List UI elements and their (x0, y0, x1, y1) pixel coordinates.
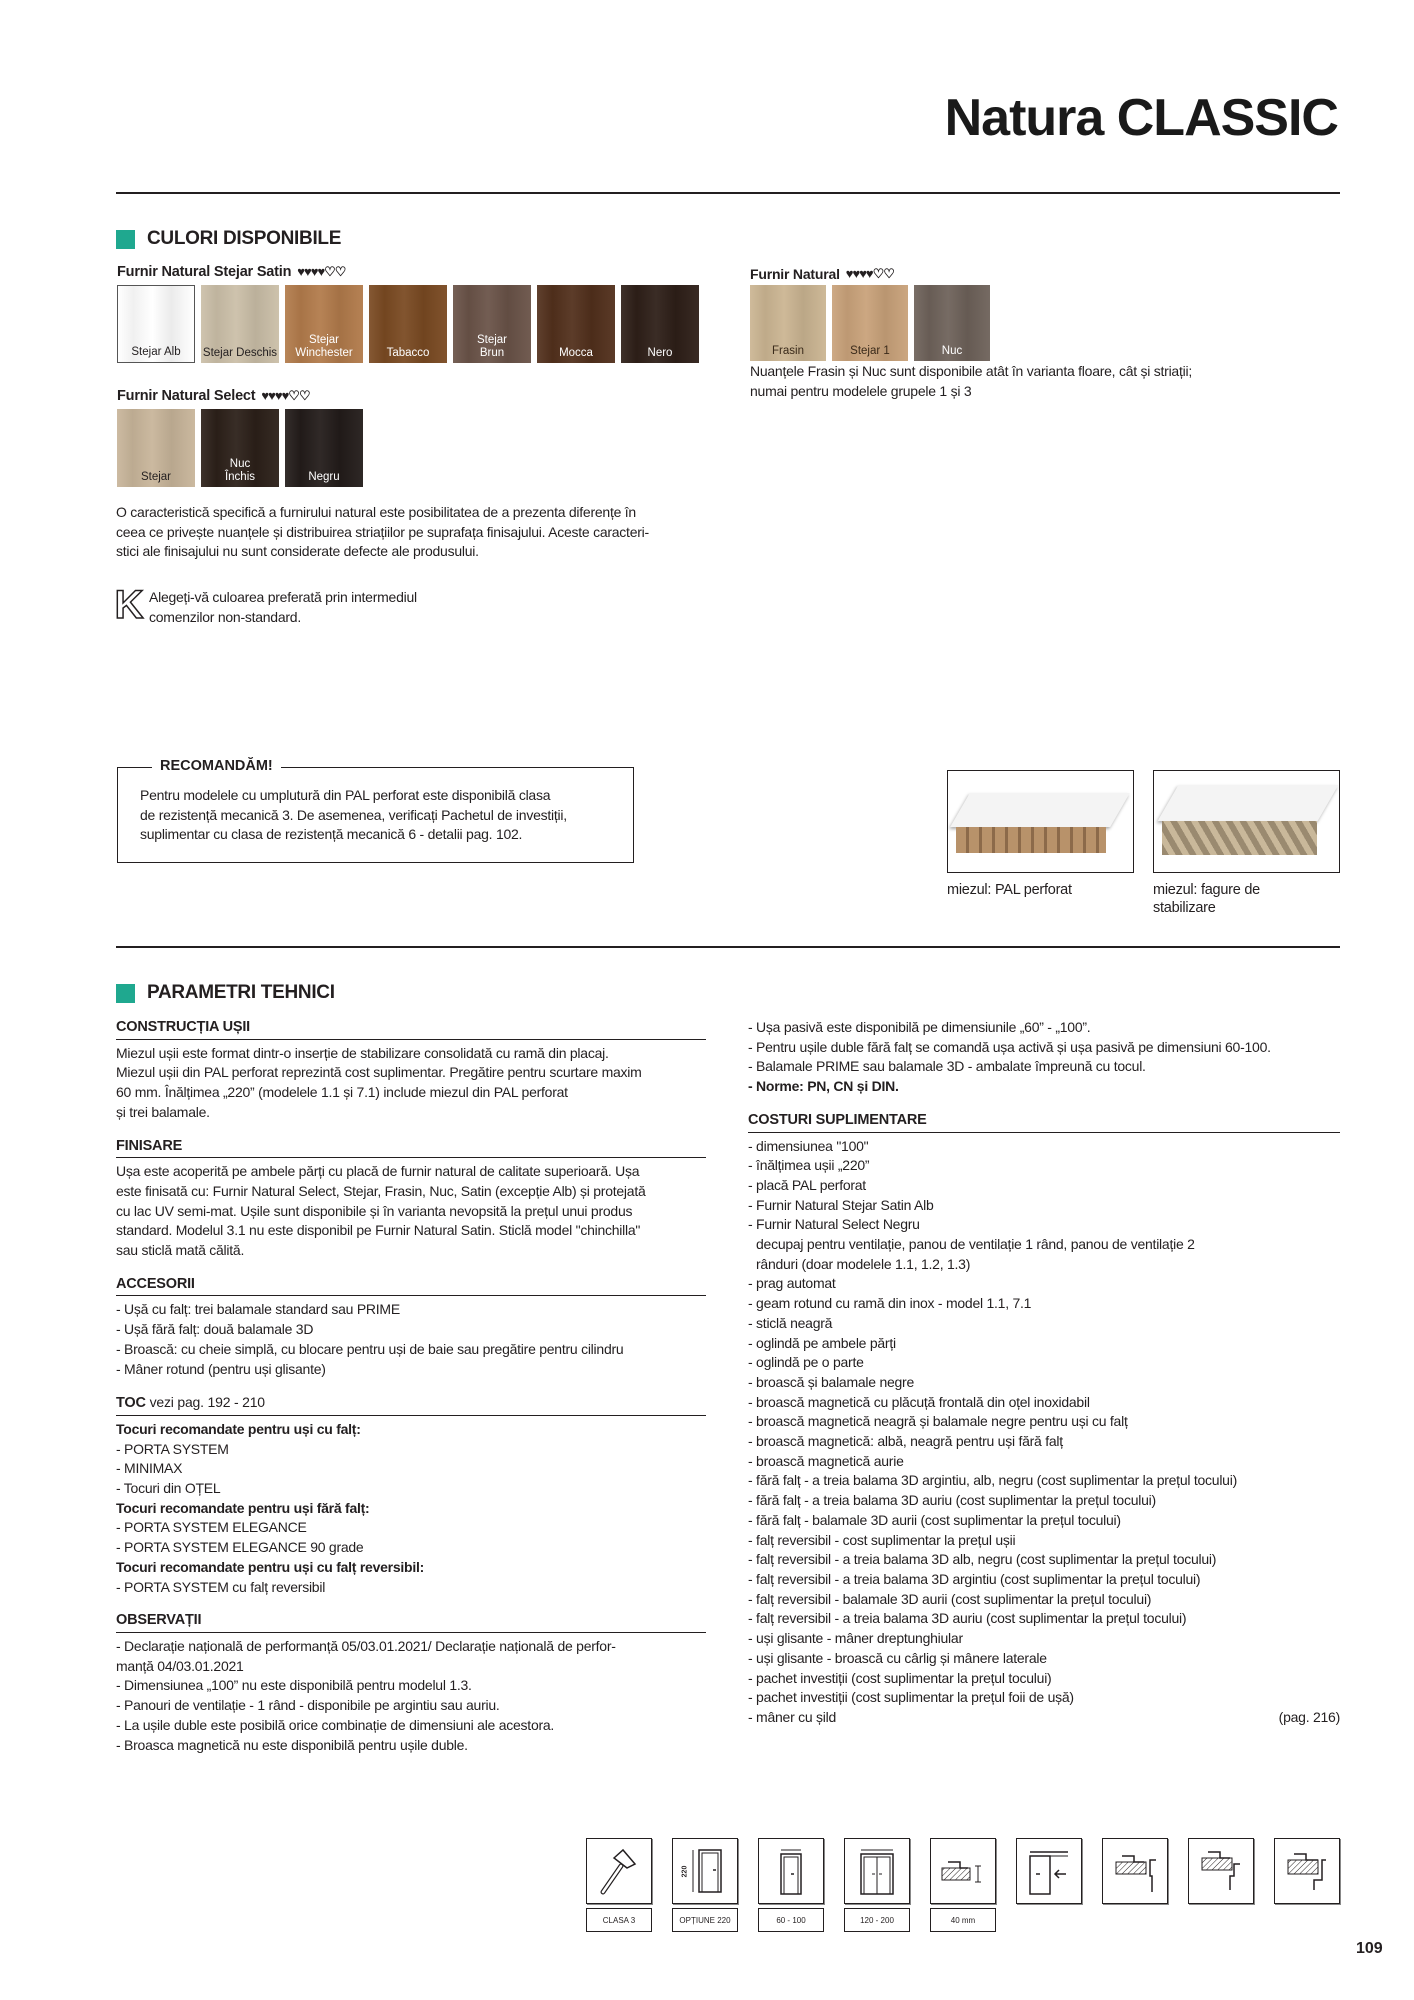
toc-item: - Tocuri din OȚEL (116, 1480, 221, 1497)
text-line: și trei balamale. (116, 1103, 210, 1120)
color-swatch[interactable] (285, 409, 363, 487)
recommend-line: suplimentar cu clasa de rezistență mecanică 6 - detalii pag. 102. (140, 826, 523, 843)
cost-item: - uși glisante - mâner dreptunghiular (748, 1630, 963, 1647)
swatch-label (942, 345, 962, 358)
cost-item: - broască magnetică cu plăcuță frontală din oțel inoxidabil (748, 1393, 1090, 1410)
cost-item: - oglindă pe ambele părți (748, 1334, 896, 1351)
single-door-icon (758, 1838, 824, 1904)
observations-list (116, 1637, 706, 1755)
text-line: - Ușa pasivă este disponibilă pe dimensiunile „60” - „100”. (748, 1019, 1091, 1035)
recommend-line: de rezistență mecanică 3. De asemenea, verificați Pachetul de investiții, (140, 806, 567, 823)
feature-item (1188, 1838, 1254, 1932)
recommend-box (117, 758, 634, 863)
text-line: - Broască: cu cheie simplă, cu blocare pentru uși de baie sau pregătire pentru cilindru (116, 1340, 624, 1357)
swatch-label-line: Închis (224, 471, 256, 483)
swatch-label-line: Mocca (559, 347, 593, 359)
swatch-row (117, 409, 363, 487)
rating-diamonds-icon: ♥♥♥♥♡♡ (261, 388, 310, 403)
cost-item: - placă PAL perforat (748, 1176, 866, 1193)
rating-diamonds-icon: ♥♥♥♥♡♡ (845, 266, 894, 281)
divider (116, 946, 1340, 948)
swatch-label-line: Negru (308, 471, 340, 483)
params-right-column (748, 1018, 1340, 1728)
cost-item: - fără falț - a treia balama 3D argintiu, alb, negru (cost suplimentar la prețul tocului) (748, 1472, 1237, 1489)
cost-item: - uși glisante - broască cu cârlig și mânere laterale (748, 1649, 1047, 1666)
core-caption: miezul: fagure de (1153, 882, 1260, 898)
swatch-group-select (117, 388, 363, 487)
toc-group-title: Tocuri recomandate pentru uși cu falț reversibil: (116, 1558, 425, 1575)
feature-item (1102, 1838, 1168, 1932)
feature-label: CLASA 3 (586, 1908, 652, 1932)
toc-group-title: Tocuri recomandate pentru uși fără falț: (116, 1499, 370, 1516)
cost-item: - mâner cu șild (748, 1708, 837, 1725)
accessories-list (116, 1300, 706, 1379)
text-line: Miezul ușii este format dintr-o inserție de stabilizare consolidată cu ramă din placaj. (116, 1044, 609, 1061)
text-line: - Ușă cu falț: trei balamale standard sau PRIME (116, 1301, 400, 1318)
colors-heading (116, 228, 341, 250)
swatch-label-line: Stejar (476, 334, 508, 346)
toc-item: - PORTA SYSTEM (116, 1440, 229, 1457)
group-title: Furnir Natural (750, 266, 840, 282)
cost-item: - broască magnetică aurie (748, 1452, 904, 1469)
feature-label: OPȚIUNE 220 (672, 1908, 738, 1932)
params-left-column (116, 1018, 706, 1755)
text-line: - Balamale PRIME sau balamale 3D - ambalate împreună cu tocul. (748, 1058, 1146, 1075)
cost-item: - oglindă pe o parte (748, 1354, 864, 1371)
door-height-icon (672, 1838, 738, 1904)
construction-heading: CONSTRUCȚIA UȘII (116, 1018, 706, 1040)
core-caption: stabilizare (1153, 900, 1216, 916)
swatch-label (387, 347, 430, 360)
text-line: este finisată cu: Furnir Natural Select, Stejar, Frasin, Nuc, Satin (excepție Alb) și protejată (116, 1182, 646, 1199)
cost-item: - prag automat (748, 1275, 836, 1292)
params-heading (116, 982, 335, 1004)
last-cost-row (748, 1708, 1340, 1728)
core-honeycomb (1153, 770, 1340, 917)
swatch-label (131, 346, 180, 359)
recommend-label: RECOMANDĂM! (152, 758, 281, 774)
rebated-door-icon (1102, 1838, 1168, 1904)
toc-page-ref: vezi pag. 192 - 210 (149, 1394, 265, 1411)
color-swatch[interactable] (750, 285, 826, 361)
color-swatch[interactable] (914, 285, 990, 361)
cost-item: - geam rotund cu ramă din inox - model 1.1, 7.1 (748, 1295, 1032, 1312)
swatch-label-line: Nuc (941, 345, 963, 357)
text-line: Miezul ușii din PAL perforat reprezintă cost suplimentar. Pregătire pentru scurtare maxim (116, 1064, 642, 1081)
swatch-row (750, 285, 1192, 361)
cost-item: - falț reversibil - a treia balama 3D argintiu (cost suplimentar la prețul tocului) (748, 1570, 1201, 1587)
cost-item: - falț reversibil - a treia balama 3D alb, negru (cost suplimentar la prețul tocului) (748, 1551, 1217, 1568)
params-heading-text: PARAMETRI TEHNICI (147, 982, 335, 1003)
text-line: - Panouri de ventilație - 1 rând - disponibile pe argintiu sau auriu. (116, 1697, 500, 1714)
cost-item: - falț reversibil - cost suplimentar la prețul ușii (748, 1531, 1016, 1548)
cost-item: - pachet investiții (cost suplimentar la prețul foii de ușă) (748, 1689, 1074, 1706)
text-line: - Declarație națională de performanță 05/03.01.2021/ Declarație națională de perfor- (116, 1637, 616, 1654)
swatch-group-satin (117, 264, 699, 363)
sliding-door-icon (1016, 1838, 1082, 1904)
toc-item: - MINIMAX (116, 1460, 183, 1477)
swatch-label (648, 347, 673, 360)
feature-label: 120 - 200 (844, 1908, 910, 1932)
swatch-label-line: Brun (479, 347, 505, 359)
feature-item (586, 1838, 652, 1932)
hammer-icon (586, 1838, 652, 1904)
section-marker-icon (116, 984, 135, 1003)
swatch-label (850, 345, 890, 358)
text-line: - La ușile duble este posibilă orice combinație de dimensiuni ale acestora. (116, 1716, 555, 1733)
finish-heading: FINISARE (116, 1137, 706, 1159)
swatch-label (203, 347, 277, 360)
feature-label: 40 mm (930, 1908, 996, 1932)
toc-list (116, 1420, 706, 1597)
group-title: Furnir Natural Select (117, 388, 256, 404)
text-line: - Mâner rotund (pentru uși glisante) (116, 1360, 326, 1377)
veneer-note-line: ceea ce privește nuanțele și distribuirea striațiilor pe suprafața finisajului. Aceste caracteri- (116, 523, 649, 540)
swatch-label (477, 334, 507, 360)
text-line: - Pentru ușile duble fără falț se comandă ușa activă și ușa pasivă pe dimensiuni 60-100. (748, 1038, 1271, 1055)
door-thickness-icon (930, 1838, 996, 1904)
text-line: manță 04/03.01.2021 (116, 1657, 244, 1674)
right-notes (748, 1018, 1340, 1077)
cost-item: - fără falț - a treia balama 3D auriu (cost suplimentar la prețul tocului) (748, 1492, 1156, 1509)
k-note (149, 588, 417, 627)
height-mark: 220 (681, 1865, 689, 1877)
feature-label: 60 - 100 (758, 1908, 824, 1932)
toc-item: - PORTA SYSTEM ELEGANCE (116, 1519, 307, 1536)
color-swatch[interactable] (369, 285, 447, 363)
text-line: - Ușă fără falț: două balamale 3D (116, 1321, 314, 1338)
cost-item: - broască și balamale negre (748, 1373, 915, 1390)
swatch-label-line: Stejar Alb (131, 346, 181, 358)
colors-heading-text: CULORI DISPONIBILE (147, 228, 342, 249)
feature-item (1274, 1838, 1340, 1932)
text-line: - Broasca magnetică nu este disponibilă pentru ușile duble. (116, 1736, 468, 1753)
page-number: 109 (1356, 1940, 1383, 1957)
toc-group-title: Tocuri recomandate pentru uși cu falț: (116, 1420, 361, 1437)
veneer-note (116, 503, 649, 562)
swatch-label (772, 345, 804, 358)
toc-item: - PORTA SYSTEM ELEGANCE 90 grade (116, 1539, 364, 1556)
cost-item: - broască magnetică: albă, neagră pentru uși fără falț (748, 1433, 1063, 1450)
non-rebated-door-icon (1188, 1838, 1254, 1904)
color-swatch[interactable] (201, 285, 279, 363)
k-note-line: Alegeți-vă culoarea preferată prin intermediul (149, 589, 417, 605)
toc-title: TOC (116, 1395, 146, 1412)
reversible-rebate-icon (1274, 1838, 1340, 1904)
color-swatch[interactable] (537, 285, 615, 363)
divider (116, 192, 1340, 194)
k-note-line: comenzilor non-standard. (149, 608, 301, 625)
veneer-note-line: O caracteristică specifică a furnirului natural este posibilitatea de a prezenta diferențe în (116, 504, 636, 520)
cost-item: - fără falț - balamale 3D aurii (cost suplimentar la prețul tocului) (748, 1511, 1121, 1528)
veneer-note-line: stici ale finisajului nu sunt considerate defecte ale produsului. (116, 543, 479, 560)
text-line: sau sticlă mată călită. (116, 1242, 245, 1259)
swatch-label-line: Tabacco (386, 347, 430, 359)
swatch-label (559, 347, 593, 360)
cost-item: rânduri (doar modelele 1.1, 1.2, 1.3) (756, 1255, 971, 1272)
swatch-label-line: Nuc (229, 458, 251, 470)
swatch-label-line: Stejar Deschis (202, 347, 278, 359)
feature-item (758, 1838, 824, 1932)
costs-heading: COSTURI SUPLIMENTARE (748, 1111, 1340, 1133)
swatch-label-line: Stejar 1 (850, 345, 890, 357)
text-line: Ușa este acoperită pe ambele părți cu placă de furnir natural de calitate superioară. Ușa (116, 1163, 640, 1180)
core-pal-perforat (947, 770, 1134, 899)
feature-item (1016, 1838, 1082, 1932)
cost-item: decupaj pentru ventilație, panou de ventilație 1 rând, panou de ventilație 2 (756, 1236, 1195, 1253)
color-swatch[interactable] (285, 285, 363, 363)
core-honeycomb-image (1153, 770, 1340, 873)
text-line: 60 mm. Înălțimea „220” (modelele 1.1 și 7.1) include miezul din PAL perforat (116, 1084, 568, 1101)
swatch-label (308, 471, 339, 484)
core-caption: miezul: PAL perforat (947, 882, 1072, 898)
swatch-label-line: Nero (647, 347, 673, 359)
cost-item: - falț reversibil - a treia balama 3D auriu (cost suplimentar la prețul tocului) (748, 1610, 1187, 1627)
cost-item: - Furnir Natural Select Negru (748, 1216, 920, 1233)
swatch-label-line: Winchester (295, 347, 353, 359)
text-line: - Dimensiunea „100” nu este disponibilă pentru modelul 1.3. (116, 1677, 472, 1694)
color-swatch[interactable] (117, 409, 195, 487)
cost-item: - sticlă neagră (748, 1314, 833, 1331)
cost-item: - dimensiunea "100" (748, 1137, 869, 1154)
natural-note: Nuanțele Frasin și Nuc sunt disponibile atât în varianta floare, cât și striații; (750, 363, 1192, 379)
swatch-label (295, 334, 353, 360)
double-door-icon (844, 1838, 910, 1904)
swatch-label (225, 458, 255, 484)
costs-list (748, 1137, 1340, 1728)
finish-text (116, 1162, 706, 1261)
color-swatch[interactable] (453, 285, 531, 363)
swatch-row (117, 285, 699, 363)
feature-icons (586, 1838, 1340, 1932)
color-swatch[interactable] (117, 285, 195, 363)
color-swatch[interactable] (201, 409, 279, 487)
color-swatch[interactable] (621, 285, 699, 363)
feature-item (930, 1838, 996, 1932)
group-title: Furnir Natural Stejar Satin (117, 264, 292, 280)
cost-item: - pachet investiții (cost suplimentar la prețul tocului) (748, 1669, 1052, 1686)
color-swatch[interactable] (832, 285, 908, 361)
feature-item (672, 1838, 738, 1932)
accessories-heading: ACCESORII (116, 1275, 706, 1297)
page-title: Natura CLASSIC (944, 89, 1338, 147)
feature-item (844, 1838, 910, 1932)
swatch-label (141, 471, 171, 484)
construction-text (116, 1044, 706, 1123)
toc-heading (116, 1393, 706, 1416)
section-marker-icon (116, 230, 135, 249)
toc-item: - PORTA SYSTEM cu falț reversibil (116, 1578, 326, 1595)
swatch-label-line: Stejar (308, 334, 340, 346)
swatch-label-line: Stejar (140, 471, 172, 483)
costs-page-ref: (pag. 216) (1278, 1708, 1340, 1725)
text-line: standard. Modelul 3.1 nu este disponibil pe Furnir Natural Satin. Sticlă model "chinchilla" (116, 1222, 641, 1239)
cost-item: - broască magnetică neagră și balamale negre pentru uși cu falț (748, 1413, 1128, 1430)
text-line: cu lac UV semi-mat. Ușile sunt disponibile și în varianta nevopsită la prețul unui produs (116, 1202, 633, 1219)
observations-heading: OBSERVAȚII (116, 1611, 706, 1633)
norms: - Norme: PN, CN și DIN. (748, 1078, 899, 1095)
custom-order-k-icon: K (114, 582, 144, 627)
cost-item: - Furnir Natural Stejar Satin Alb (748, 1196, 934, 1213)
core-pal-image (947, 770, 1134, 873)
natural-note: numai pentru modelele grupele 1 și 3 (750, 382, 972, 399)
swatch-group-natural (750, 266, 1192, 401)
cost-item: - înălțimea ușii „220” (748, 1157, 870, 1174)
rating-diamonds-icon: ♥♥♥♥♡♡ (297, 264, 346, 279)
swatch-label-line: Frasin (772, 345, 804, 357)
recommend-line: Pentru modelele cu umplutură din PAL perforat este disponibilă clasa (140, 787, 551, 803)
cost-item: - falț reversibil - balamale 3D aurii (cost suplimentar la prețul tocului) (748, 1590, 1152, 1607)
